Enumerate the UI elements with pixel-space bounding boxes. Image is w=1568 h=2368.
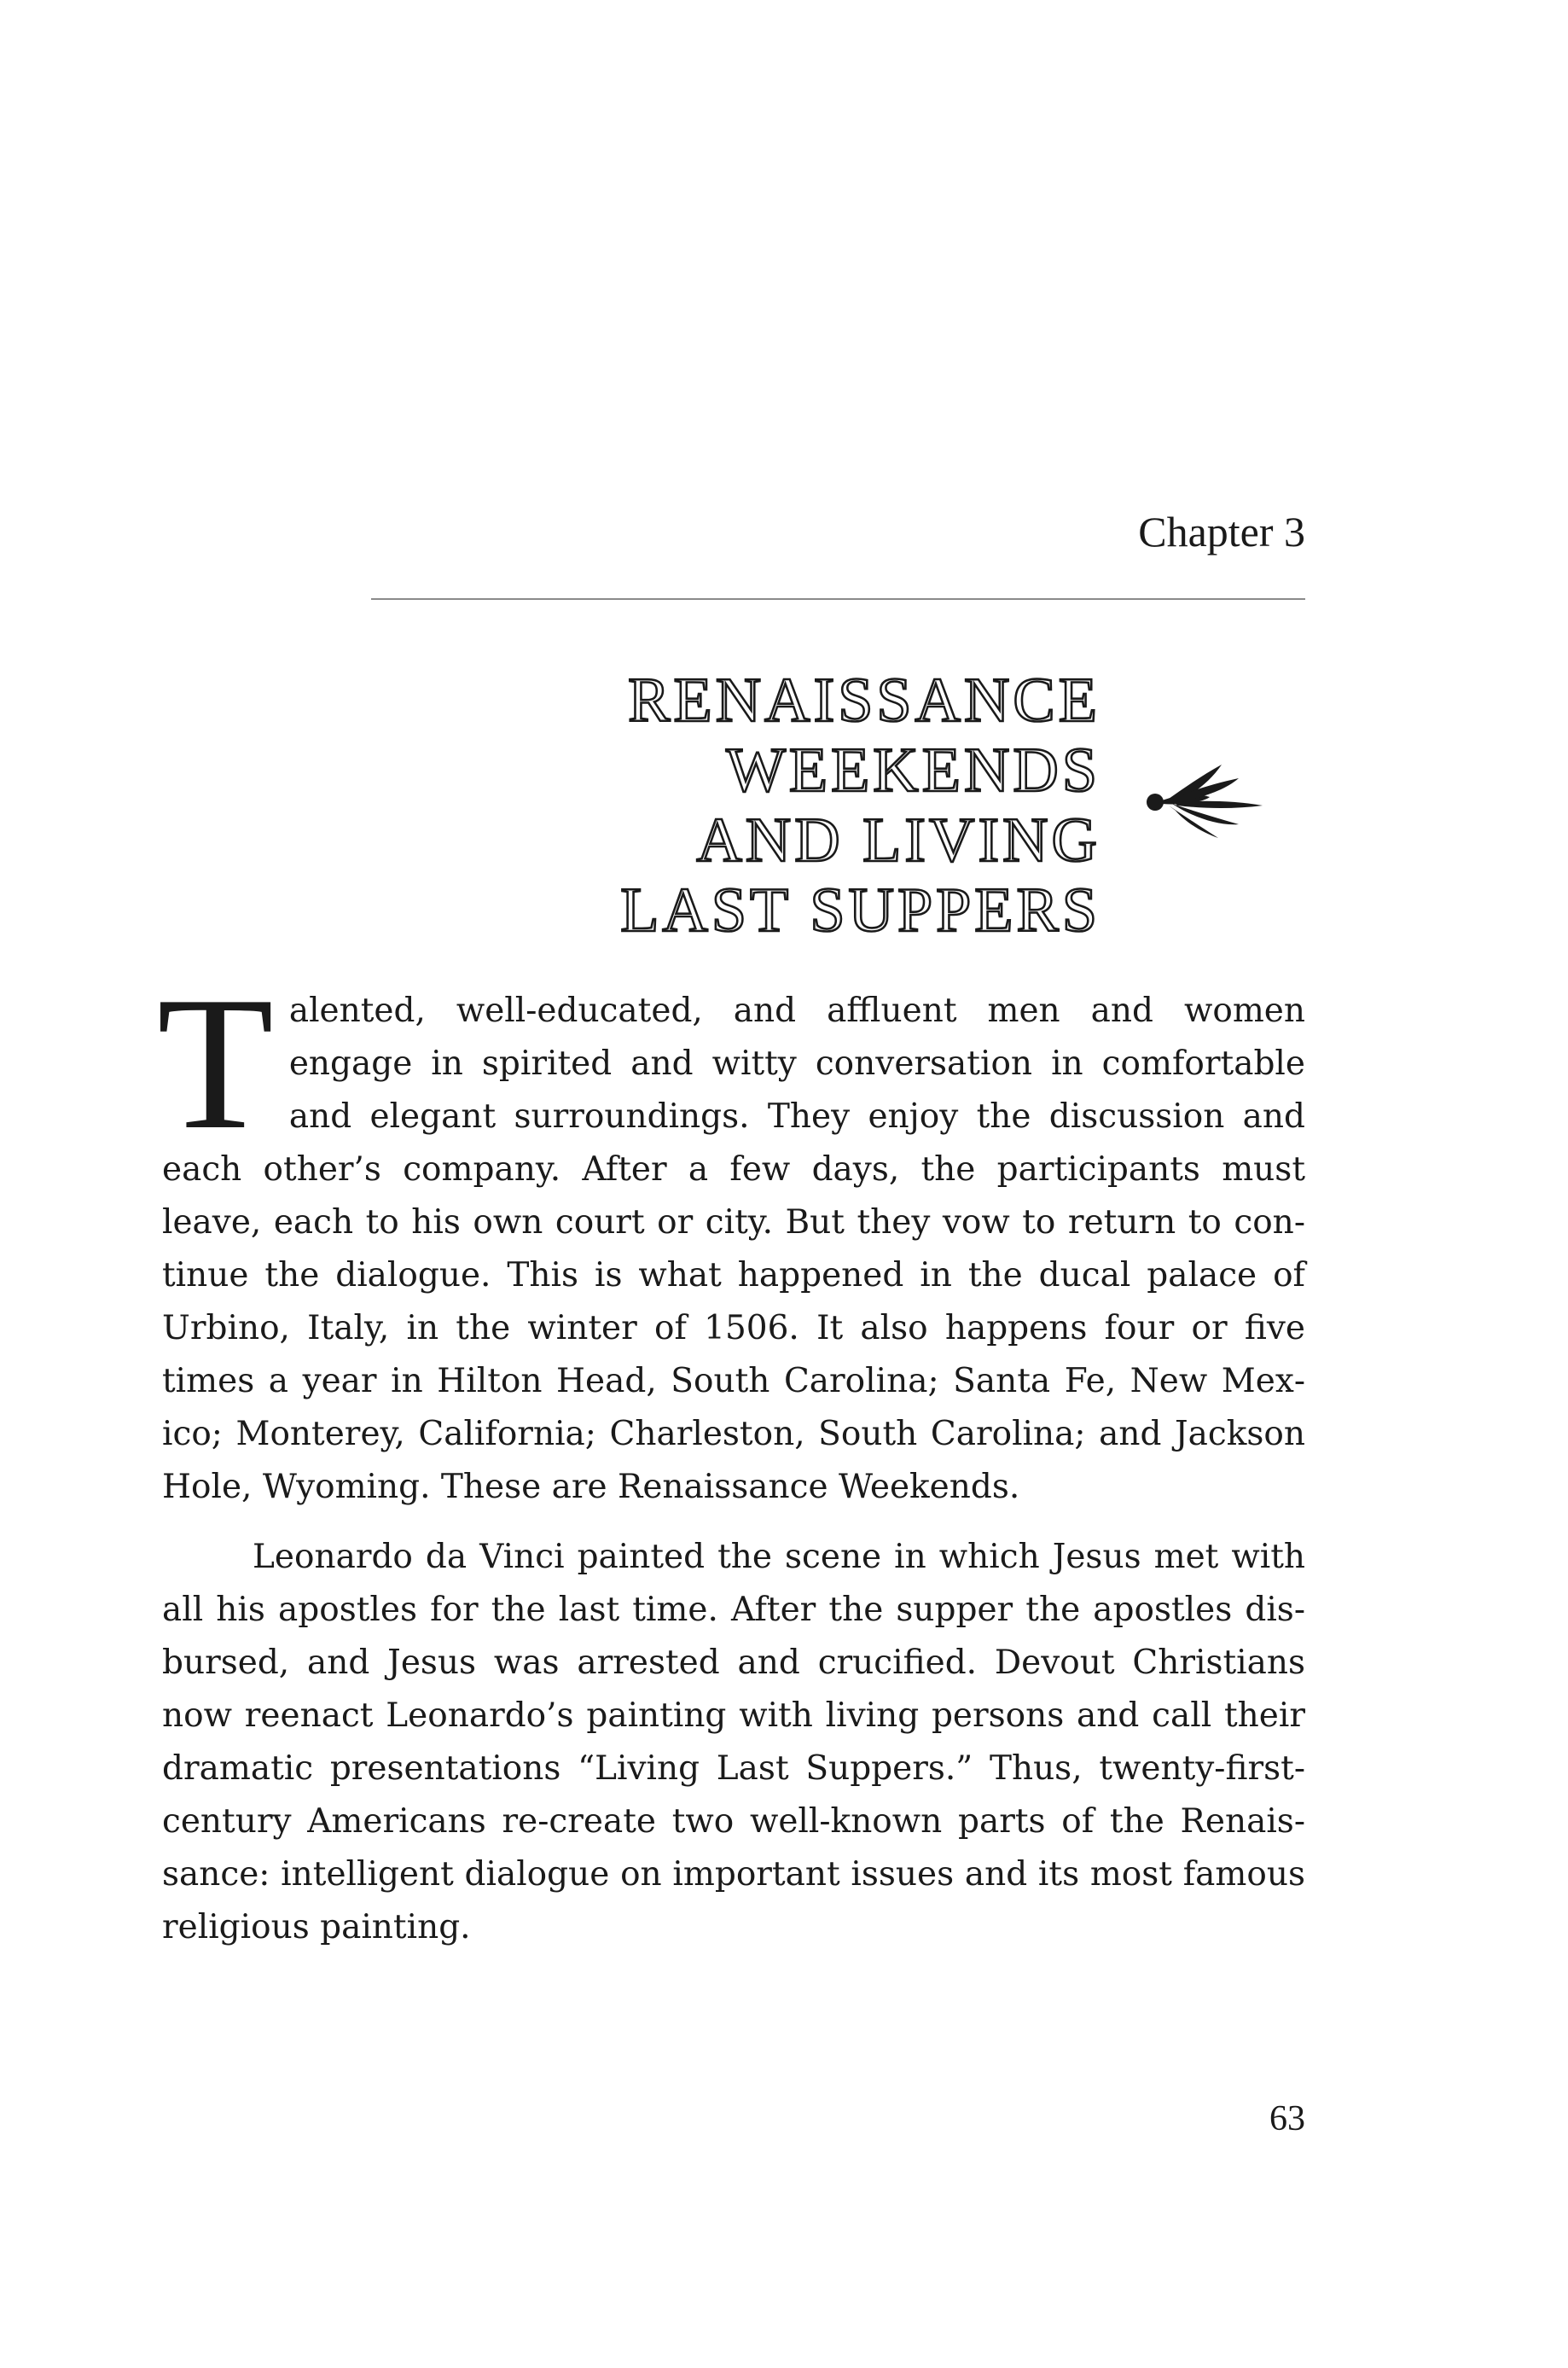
chapter-title xyxy=(620,666,1101,945)
page-number: 63 xyxy=(1269,2099,1305,2138)
chapter-title-line-1: RENAISSANCE xyxy=(628,666,1101,736)
paragraph-1 xyxy=(157,957,1305,1514)
chapter-label: Chapter 3 xyxy=(1138,508,1305,556)
chapter-title-line-2: WEEKENDS xyxy=(726,736,1101,806)
paragraph-1-text: alented, well-educated, and affluent men and women engage in spirited and witty conversation in comfortable and elegant surroundings. They enjoy the discussion and each other’s company. After a few days, the participants must leave, each to his own court or city. But they vow to return to continue the dialogue. This is what happened in the ducal palace of Urbino, Italy, in the winter of 1506. It also happens four or five times a year in Hilton Head, South Carolina; Santa Fe, New Mexico; Monterey, California; Charleston, South Carolina; and Jackson Hole, Wyoming. These are Renaissance Weekends. xyxy=(162,992,1305,1506)
drop-cap: T xyxy=(157,957,274,1169)
chapter-title-line-4: LAST SUPPERS xyxy=(620,876,1101,945)
chapter-rule xyxy=(371,598,1305,600)
body-text xyxy=(157,957,1305,1954)
chapter-title-line-3: AND LIVING xyxy=(696,806,1101,876)
paragraph-2: Leonardo da Vinci painted the scene in which Jesus met with all his apostles for the last time. After the supper the apostles disbursed, and Jesus was arrested and crucified. Devout Christians now reenact Leonardo’s painting with living persons and call their dramatic presentations “Living Last Suppers.” Thus, twenty-first-century Americans re-create two well-known parts of the Renaissance: intelligent dialogue on important issues and its most famous religious painting. xyxy=(162,1538,1305,1946)
fleuron-ornament-icon xyxy=(1143,758,1271,843)
